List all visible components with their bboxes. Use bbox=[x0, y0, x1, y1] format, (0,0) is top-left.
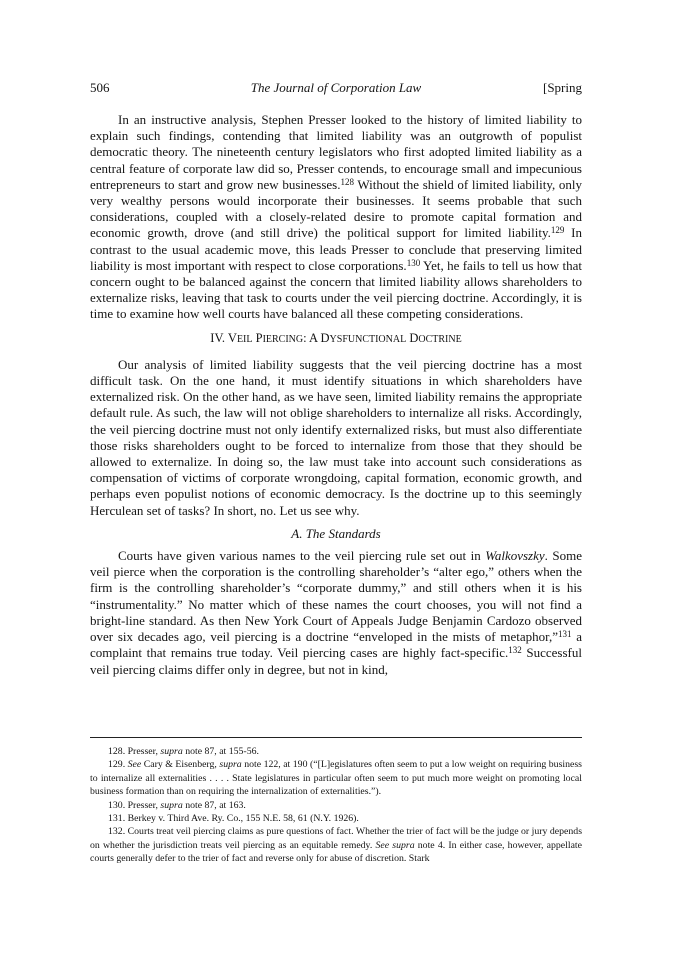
footnote-ref-128: 128 bbox=[340, 176, 354, 187]
text-run: Berkey v. Third Ave. Ry. Co., 155 N.E. 58, 61 (N.Y. 1926). bbox=[127, 813, 359, 825]
footnote-ref-132: 132 bbox=[508, 645, 522, 656]
body-text bbox=[90, 112, 582, 678]
footnote-131 bbox=[90, 812, 582, 825]
footnote-rule bbox=[90, 737, 582, 738]
text-run: Without the shield of limited liability, only very wealthy persons would incorporate their businesses. It seems probable that such considerations, coupled with a closely-related desire to promote capital formation and economic growth, drove (and still drive) the political support for limited liability. bbox=[90, 176, 583, 241]
footnote-number: 132. bbox=[108, 826, 126, 838]
running-header bbox=[90, 80, 582, 98]
footnote-number: 128. bbox=[108, 746, 126, 757]
text-run: a complaint that remains true today. Veil piercing cases are highly fact-specific. bbox=[90, 629, 582, 661]
footnotes bbox=[90, 745, 582, 866]
text-run: Yet, he fails to tell us how that concern ought to be balanced against the concern that limited liability allows shareholders to externalize risks, leaving that task to courts under the veil piercing doctrine. Accordingly, it is time to examine how well courts have balanced all these competing considerations. bbox=[90, 257, 582, 322]
journal-title: The Journal of Corporation Law bbox=[250, 80, 422, 95]
footnote-number: 131. bbox=[108, 813, 126, 825]
supra-signal: supra bbox=[160, 799, 183, 811]
see-signal: See bbox=[375, 839, 390, 851]
text-run: In an instructive analysis, Stephen Presser looked to the history of limited liability to explain such findings, contending that limited liability was an outgrowth of populist democratic theory. The nineteenth century legislators who first adopted limited liability as a central feature of corporate law did so, Presser contends, to encourage small and impecunious entrepreneurs to start and grow new businesses. bbox=[90, 112, 582, 192]
text-run: Courts have given various names to the veil piercing rule set out in bbox=[118, 548, 486, 564]
text-run: note 122, at 190 (“[L]egislatures often seem to put a low weight on requiring business to internalize all externalities . . . . State legislatures in particular often seem to put much more weight on promoting local business formation than on requiring the internalization of externalities.”). bbox=[90, 759, 582, 798]
text-run: Courts treat veil piercing claims as pure questions of fact. Whether the trier of fact will be the judge or jury depends on whether the jurisdiction treats veil piercing as an equitable remedy. bbox=[90, 826, 583, 851]
paragraph-standards bbox=[90, 548, 582, 678]
footnote-ref-131: 131 bbox=[557, 629, 572, 640]
text-run: Successful veil piercing claims differ only in degree, but not in kind, bbox=[90, 645, 582, 677]
footnote-ref-130: 130 bbox=[406, 257, 421, 268]
footnote-130 bbox=[90, 799, 582, 812]
footnote-ref-129: 129 bbox=[550, 225, 565, 236]
text-run: In contrast to the usual academic move, this leads Presser to conclude that preserving limited liability is most important with respect to close corporations. bbox=[90, 225, 582, 273]
subsection-heading: A. The Standards bbox=[291, 525, 381, 541]
see-signal: See bbox=[127, 759, 142, 771]
footnote-number: 130. bbox=[108, 799, 126, 811]
issue-label: [Spring bbox=[543, 80, 582, 95]
text-run: Presser, bbox=[127, 746, 161, 757]
text-run: Presser, bbox=[127, 799, 161, 811]
footnote-132 bbox=[90, 825, 582, 865]
text-run: note 4. In either case, however, appellate courts generally defer to the trier of fact and reverse only for abuse of discretion. Stark bbox=[90, 839, 582, 865]
paragraph-analysis: Our analysis of limited liability suggests that the veil piercing doctrine has a most difficult task. On the one hand, it must identify situations in which shareholders have externalized risk. On the other hand, as we have seen, limited liability remains the appropriate default rule. As such, the law will not oblige shareholders to internalize all risks. Accordingly, the veil piercing doctrine must not only identify externalized risks, but must also differentiate those risks shareholders ought to be forced to internalize from those that they should be allowed to externalize. In doing so, the law must take into account such considerations as compensation of victims of corporate wrongdoing, capital formation, economic growth, and perhaps even populist notions of economic democracy. Is the doctrine up to this seemingly Herculean set of tasks? In short, no. Let us see why. bbox=[90, 356, 582, 518]
supra-signal: supra bbox=[219, 759, 242, 771]
footnote-129 bbox=[90, 758, 582, 798]
text-run: note 87, at 163. bbox=[182, 799, 246, 811]
supra-signal: supra bbox=[160, 746, 183, 757]
footnote-number: 129. bbox=[108, 759, 126, 771]
text-run: . Some veil pierce when the corporation is the controlling shareholder’s “alter ego,” others when the firm is the controlling shareholder’s “corporate dummy,” and still others when it is his “instrumentality.” No matter which of these names the court chooses, you will not find a bright-line standard. As then New York Court of Appeals Judge Benjamin Cardozo observed over six decades ago, veil piercing is a doctrine “enveloped in the mists of metaphor,” bbox=[90, 548, 582, 645]
footnote-128 bbox=[90, 745, 582, 758]
paragraph-presser bbox=[90, 112, 582, 323]
page-number: 506 bbox=[90, 80, 110, 95]
case-name: Walkovszky bbox=[485, 548, 545, 564]
supra-signal: supra bbox=[392, 839, 415, 851]
text-run: note 87, at 155-56. bbox=[182, 746, 259, 757]
section-heading: IV. VEIL PIERCING: A DYSFUNCTIONAL DOCTRINE bbox=[210, 330, 462, 345]
text-run: Cary & Eisenberg, bbox=[141, 759, 220, 771]
